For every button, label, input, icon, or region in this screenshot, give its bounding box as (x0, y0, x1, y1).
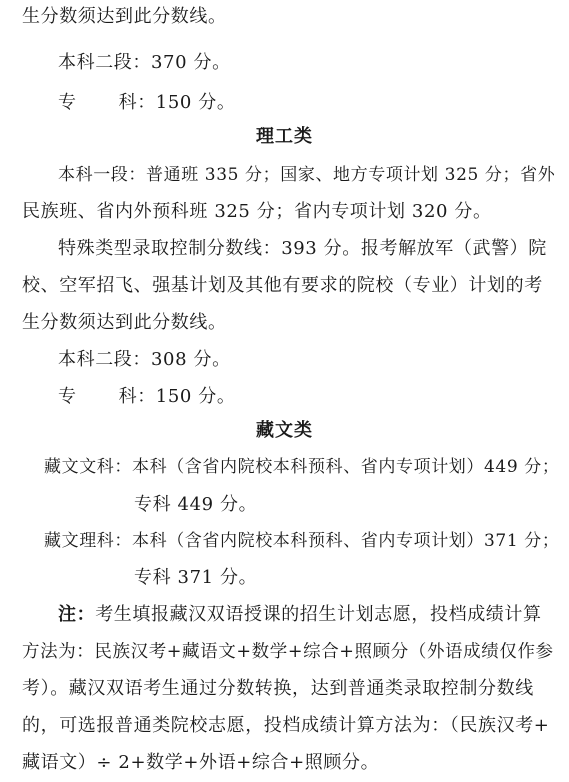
note-line (58, 604, 542, 626)
text-fragment: 科：150 分。 (118, 92, 236, 113)
text-line: 的，可选报普通类院校志愿，投档成绩计算方法为：（民族汉考+ (22, 715, 550, 736)
text-line: 藏文文科：本科（含省内院校本科预科、省内专项计划）449 分； (44, 457, 560, 477)
text-line: 藏文理科：本科（含省内院校本科预科、省内专项计划）371 分； (44, 531, 560, 551)
text-line: 生分数须达到此分数线。 (22, 6, 227, 27)
text-line: 专科 371 分。 (134, 567, 258, 588)
text-line: 考）。藏汉双语考生通过分数转换，达到普通类录取控制分数线 (22, 678, 534, 699)
text-line: 藏语文）÷ 2+数学+外语+综合+照顾分。 (22, 752, 380, 773)
section-heading-tibetan: 藏文类 (256, 420, 313, 441)
text-line: 本科一段：普通班 335 分；国家、地方专项计划 325 分；省外 (58, 165, 556, 185)
text-fragment: 考生填报藏汉双语授课的招生计划志愿，投档成绩计算 (95, 604, 542, 625)
note-label: 注： (58, 604, 96, 625)
text-line: 方法为：民族汉考+藏语文+数学+综合+照顾分（外语成绩仅作参 (22, 642, 554, 662)
text-line: 本科二段：308 分。 (58, 349, 231, 370)
text-fragment: 科：150 分。 (118, 386, 236, 407)
section-heading-science: 理工类 (256, 126, 313, 147)
text-line (58, 92, 236, 114)
text-fragment: 专 (58, 92, 77, 113)
text-fragment: 专 (58, 386, 77, 407)
text-line: 民族班、省内外预科班 325 分；省内专项计划 320 分。 (22, 201, 492, 222)
text-line: 专科 449 分。 (134, 494, 258, 515)
text-line: 本科二段：370 分。 (58, 52, 231, 73)
text-line: 特殊类型录取控制分数线：393 分。报考解放军（武警）院 (58, 238, 547, 259)
text-line: 生分数须达到此分数线。 (22, 312, 227, 333)
text-line: 校、空军招飞、强基计划及其他有要求的院校（专业）计划的考 (22, 275, 543, 296)
text-line (58, 386, 236, 408)
